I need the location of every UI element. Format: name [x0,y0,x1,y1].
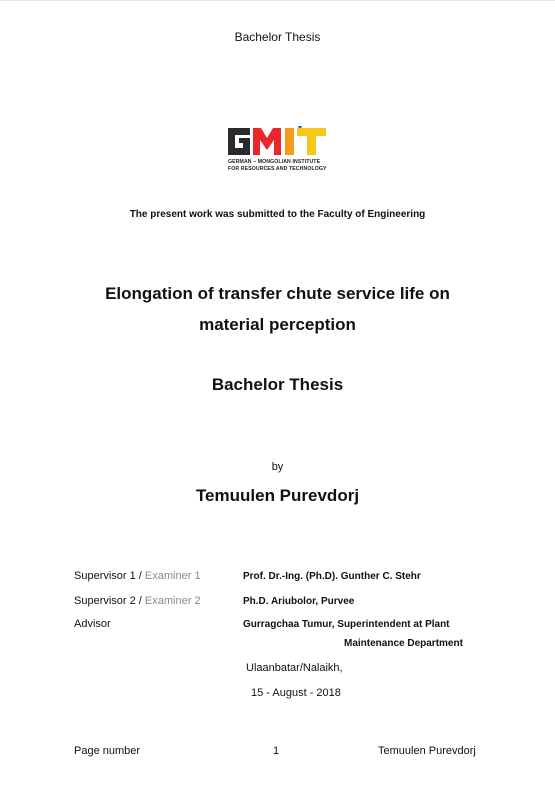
submission-date: 15 - August - 2018 [251,687,341,699]
submission-statement: The present work was submitted to the Faculty of Engineering [129,209,426,220]
advisor-role: Advisor [74,618,111,630]
page-top-border [0,0,555,1]
place: Ulaanbatar/Nalaikh, [246,662,343,674]
gmit-logo [226,112,330,180]
supervisor1-role: Supervisor 1 / Examiner 1 [74,570,201,582]
supervisor1-name: Prof. Dr.-Ing. (Ph.D). Gunther C. Stehr [243,571,421,582]
document-type: Bachelor Thesis [211,375,344,394]
by-label: by [271,461,284,473]
advisor-name-line1: Gurragchaa Tumur, Superintendent at Plant [243,619,450,630]
gmit-logo-mark [226,126,330,156]
logo-caption-line2: FOR RESOURCES AND TECHNOLOGY [228,165,327,172]
supervisor2-role: Supervisor 2 / Examiner 2 [74,595,201,607]
supervisor2-name: Ph.D. Ariubolor, Purvee [243,596,355,607]
author-name: Temuulen Purevdorj [195,486,360,505]
thesis-title-line2: material perception [199,315,356,334]
running-header: Bachelor Thesis [234,30,321,44]
logo-caption-line1: GERMAN – MONGOLIAN INSTITUTE [228,159,321,165]
footer-page-number: 1 [273,745,280,757]
footer-page-label: Page number [74,745,141,757]
advisor-name-line2: Maintenance Department [344,638,463,649]
thesis-title-line1: Elongation of transfer chute service life on [105,284,450,303]
footer-author: Temuulen Purevdorj [378,745,476,757]
logo-caption [228,159,327,172]
